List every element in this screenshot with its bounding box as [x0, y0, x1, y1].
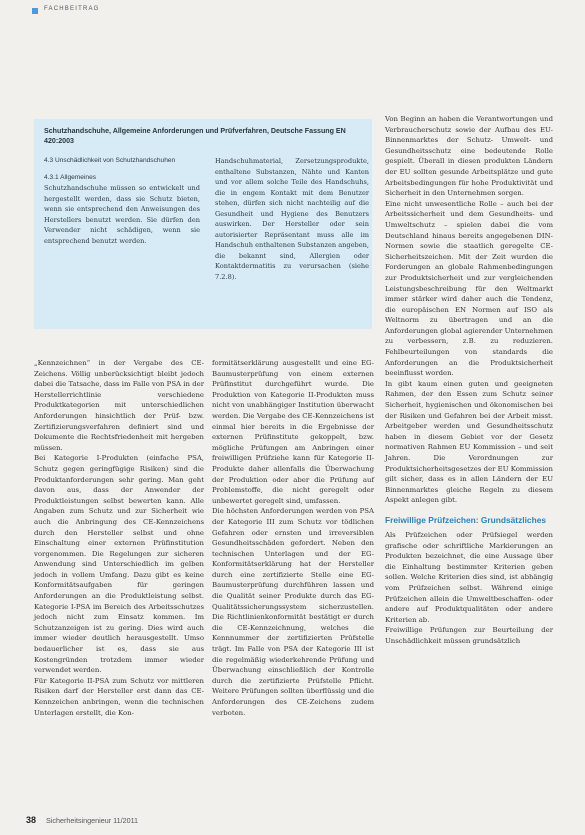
section-marker	[32, 8, 38, 14]
paragraph: Von Beginn an haben die Verantwortungen und Verbraucherschutz sowie der Aufbau des EU-Binnenmarktes der Schutz- Umwelt- und Gesundheitsschutz eine bedeutende Rolle gespielt. Überall in diesen produkten Ländern der EU sollten gesunde Arbeitsplätze und gute Arbeitsbedingungen für hohe Produktivität und Sicherheit in den Unternehmen sorgen.	[385, 115, 553, 198]
paragraph: Die höchsten Anforderungen werden von PSA der Kategorie III zum Schutz vor tödlichen Gefahren oder ernsten und irreversiblen Gesundheitsschäden gefordert. Neben den technischen Unterlagen und der EG-Konformitätserklärung hat der Hersteller durch eine zertifizierte Stelle eine EG-Baumusterprüfung durchführen lassen und die Qualität seiner Produkte durch das EG-Qualitätssicherungssystem sicherzustellen. Die Richtlinienkonformität bestätigt er durch die CE-Kennzeichnung, welches die Kennnummer der zertifizierten Prüfstelle trägt. Im Falle von PSA der Kategorie III ist die regelmäßig wiederkehrende Prüfung und Überwachung einschließlich der Kontrolle durch die zertifizierte Prüfstelle Pflicht. Weitere Prüfungen sollten überflüssig und die Anforderungen des CE-Zeichens zudem verboten.	[212, 507, 374, 717]
section-label: FACHBEITRAG	[44, 6, 100, 12]
section-subheading: Freiwillige Prüfzeichen: Grundsätzliches	[385, 514, 547, 525]
box-mid-column	[215, 156, 369, 282]
box-mid-text: Handschuhmaterial, Zersetzungsprodukte, enthaltene Substanzen, Nähte und Kanten und vor allem solche Teile des Handschuhs, die in engem Kontakt mit dem Benutzer stehen, dürfen sich nicht nachteilig auf die Gesundheit und Hygiene des Benutzers auswirken. Der Hersteller oder sein autorisierter Repräsentant muss alle im Handschuh enthaltenen Substanzen angeben, die bekannt sind, Allergien oder Kontaktdermatitis zu verursachen (siehe 7.2.8).	[215, 157, 369, 281]
text-column-2	[212, 358, 374, 718]
box-left-text: Schutzhandschuhe müssen so entwickelt und hergestellt werden, dass sie Schutz bieten, wenn sie entsprechend den Anweisungen des Herstellers benutzt werden. Sie dürfen den Verwender nicht schädigen, wenn sie entsprechend benutzt werden.	[44, 184, 200, 245]
box-left-subheading: 4.3.1 Allgemeines	[44, 173, 97, 181]
paragraph: Für Kategorie II-PSA zum Schutz vor mittleren Risiken darf der Hersteller erst dann das CE-Kennzeichen anbringen, wenn die technischen Unterlagen erstellt, die Kon-	[34, 676, 204, 717]
paragraph: Bei Kategorie I-Produkten (einfache PSA, Schutz gegen geringfügige Risiken) sind die Produktanforderungen sehr gering. Man geht davon aus, dass der Anwender der Produktleistungen selbst bewerten kann. Alle Angaben zum Schutz und zur Sicherheit wie auch die Anbringung des CE-Kennzeichens durch den Hersteller selbst und ohne Einschaltung einer externen Prüfinstitution vorgenommen. Die Regelungen zur sicheren Anwendung sind Unterschiedlich im gelben jedoch in vollem Umfang. Dazu gibt es keine Konformitätsaufgaben für geringen Anforderungen an die Produktleistung selbst. Kategorie I-PSA im Bereich des Arbeitsschutzes jedoch nicht zum Einsatz kommen. Im Schutzanzeigen ist zu gering. Dies wird auch immer wieder deutlich herausgestellt. Umso bedauerlicher ist es, dass sie aus Kostengründen trotzdem immer wieder verwendet werden.	[34, 454, 204, 675]
text-column-3	[385, 114, 553, 647]
text-column-1	[34, 358, 204, 718]
paragraph: formitätserklärung ausgestellt und eine EG-Baumusterprüfung von einem externen Prüfinstitut durchgeführt wurde. Die Produktion von Kategorie II-Produkten muss nicht von unabhängiger Institution überwacht werden. Die Vergabe des CE-Kennzeichens ist einmal hier bereits in die Ergebnisse der externen Prüfinstitute gekoppelt, bzw. mögliche Prüfungen am Anbringen einer freiwilligen Prüfziehe kann für Kategorie II-Produkte daher allenfalls die Überwachung der Produktion oder aber die Prüfung auf Problemstoffe, die nicht geregelt oder unbewertet geregelt sind, umfassen.	[212, 359, 374, 505]
box-title: Schutzhandschuhe, Allgemeine Anforderungen und Prüfverfahren, Deutsche Fassung EN 420:2003	[44, 127, 346, 145]
paragraph: „Kennzeichnen“ in der Vergabe des CE-Zeichens. Völlig unberücksichtigt bleibt jedoch dabei die Tatsache, dass im Falle von PSA in der Herstellerrichtlinie verschiedene Produktkategorien mit unterschiedlichen Anforderungen hinsichtlich der Prüf- bzw. Zertifizierungsverfahren definiert sind und Dokumente die Rechtsfriedenheit mit hergeben müssen.	[34, 359, 204, 452]
box-left-heading: 4.3 Unschädlichkeit von Schutzhandschuhen	[44, 157, 176, 164]
paragraph: In gibt kaum einen guten und geeigneten Rahmen, der den Essen zum Schutz seiner Sicherheit, hygienischen und ökonomischen bei der Risiken und Gefahren bei der Arbeit misst. Arbeitgeber werden und Gesundheitsschutz haben in diesem Gebiet vor der Gesetz normativen Rahmen EU Kommission – und seit Jahren. Die Verordnungen zur Produktsicherheitsgesetzes der EU Kommission gilt sicher, dass es in allen Ländern der EU Binnenmarktes gleiche Regeln zu diesem Aspekt anlegen gibt.	[385, 379, 553, 505]
box-left-column	[44, 156, 200, 246]
paragraph: Als Prüfzeichen oder Prüfsiegel werden grafische oder schriftliche Markierungen an Produkten bezeichnet, die eine Aussage über die Einhaltung bestimmter Kriterien geben sollen. Welche Kriterien dies sind, ist abhängig vom Prüfzeichen selbst. Während einige Prüfzeichen allein die Umweltbeschaffen- oder andere auf Produktqualitäten oder andere Kriterien ab.	[385, 530, 553, 624]
paragraph: Eine nicht unwesentliche Rolle – auch bei der Arbeitssicherheit und dem Gesundheits- und Umweltschutz – spielen dabei die vom Deutschland hinaus bereits angegebenen DIN-Normen sowie die staatlich geregelte CE-Sicherheitszeichen. Mit der Zeit wurden die Forderungen an globale Rahmenbedingungen zur Produktsicherheit und zur vergleichenden Leistungsbeschreibung für den Weltmarkt immer stärker wird daher auch die Tendenz, die europäischen EN Normen auf ISO als Weltnorm zu übertragen und an die Anforderungen global agierender Unternehmen zu verbessern, z.B. zu reduzieren. Fehlbeurteilungen von standards die Anforderungen an die Produktsicherheit beeinflusst worden.	[385, 199, 553, 378]
paragraph: Freiwillige Prüfungen zur Beurteilung der Unschädlichkeit müssen grundsätzlich	[385, 626, 553, 645]
publication-name: Sicherheitsingenieur 11/2011	[46, 816, 139, 825]
page-number: 38	[26, 815, 37, 825]
